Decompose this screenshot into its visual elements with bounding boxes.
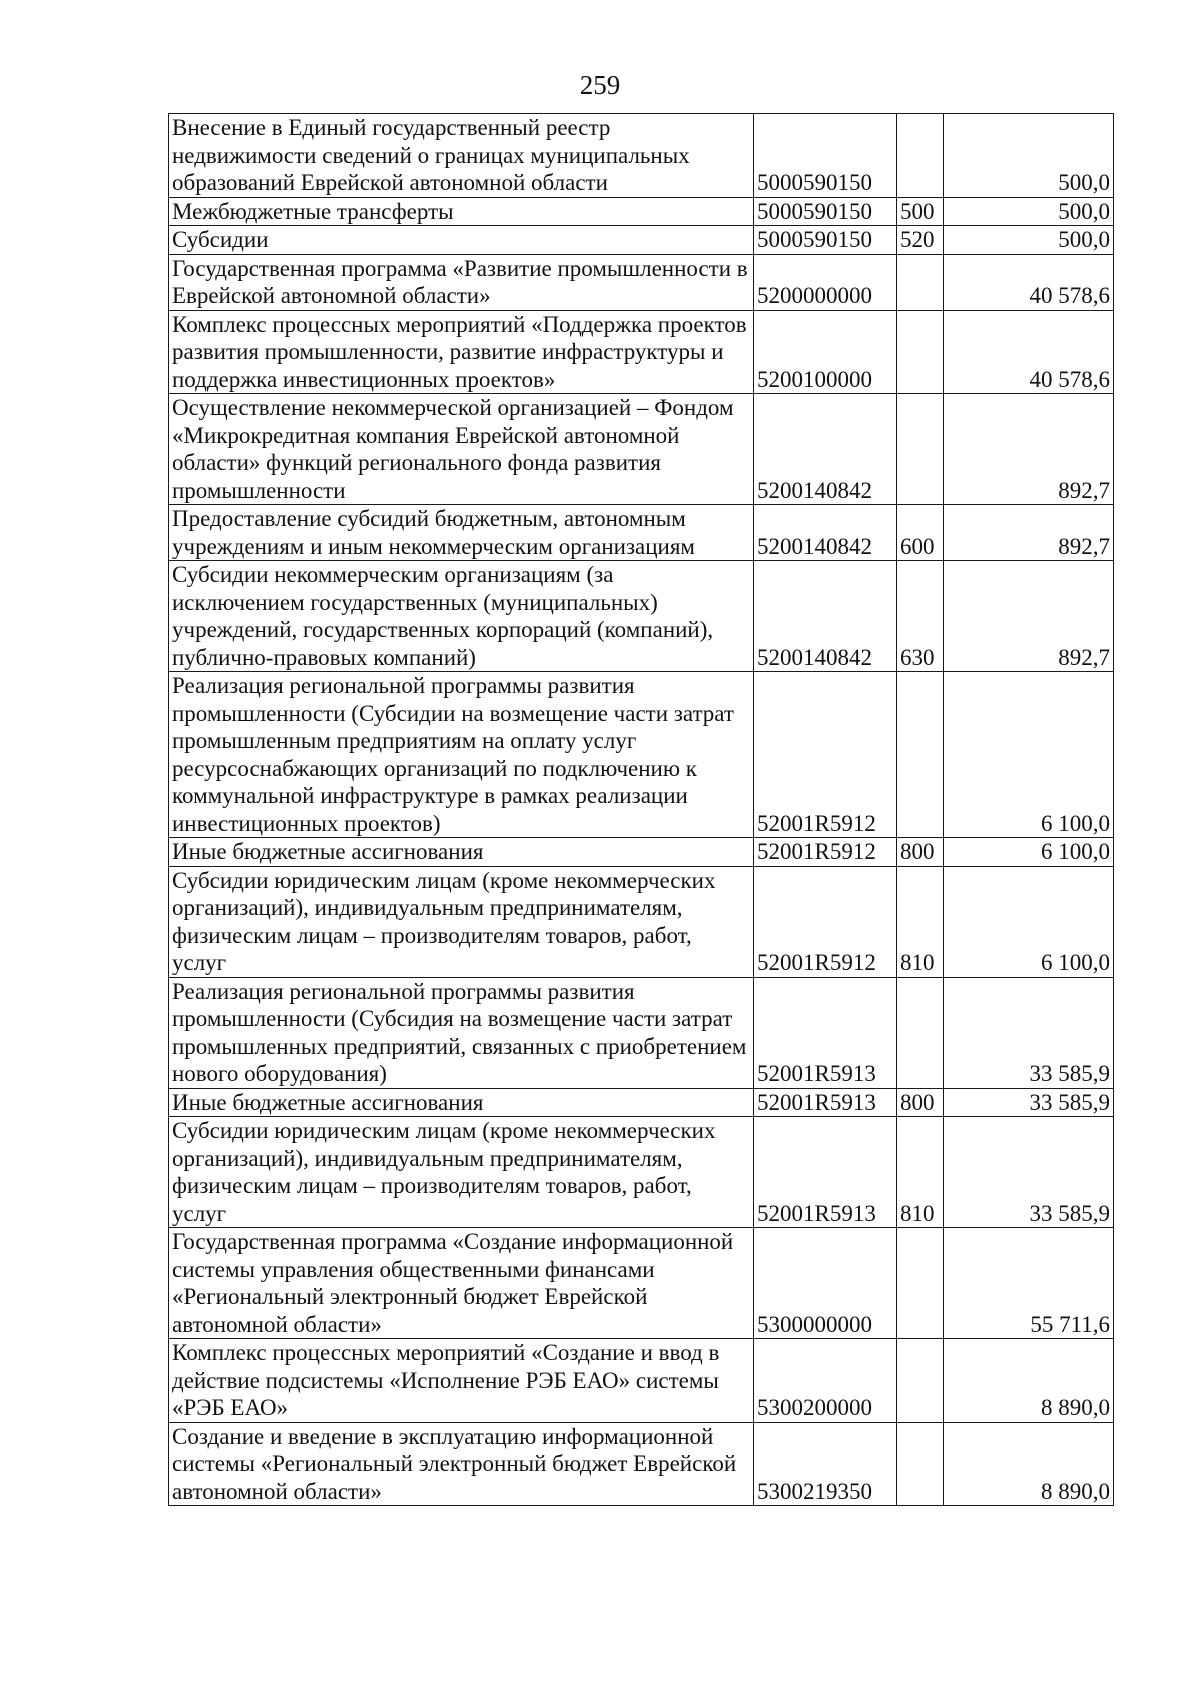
amount-cell: 892,7 [944, 561, 1114, 672]
row-name-cell: Внесение в Единый государственный реестр недвижимости сведений о границах муниципальных образований Еврейской автономной области [169, 114, 754, 198]
target-article-code-cell: 5300219350 [754, 1422, 897, 1506]
expense-type-code-cell: 810 [897, 1117, 944, 1228]
table-row [169, 394, 1114, 505]
expense-type-code-cell [897, 310, 944, 394]
expense-type-code-cell [897, 254, 944, 310]
target-article-code-cell: 5300200000 [754, 1339, 897, 1423]
row-name-cell: Субсидии юридическим лицам (кроме некоммерческих организаций), индивидуальным предпринимателям, физическим лицам – производителям товаров, работ, услуг [169, 1117, 754, 1228]
table-row [169, 197, 1114, 226]
amount-cell: 33 585,9 [944, 977, 1114, 1088]
row-name-cell: Комплекс процессных мероприятий «Поддержка проектов развития промышленности, развитие инфраструктуры и поддержка инвестиционных проектов» [169, 310, 754, 394]
target-article-code-cell: 5200140842 [754, 394, 897, 505]
amount-cell: 6 100,0 [944, 672, 1114, 838]
expense-type-code-cell [897, 1228, 944, 1339]
target-article-code-cell: 52001R5912 [754, 866, 897, 977]
table-row [169, 1117, 1114, 1228]
budget-table [168, 113, 1114, 1506]
amount-cell: 892,7 [944, 505, 1114, 561]
table-row [169, 1422, 1114, 1506]
expense-type-code-cell [897, 1422, 944, 1506]
row-name-cell: Межбюджетные трансферты [169, 197, 754, 226]
table-row [169, 838, 1114, 867]
row-name-cell: Иные бюджетные ассигнования [169, 838, 754, 867]
page-number: 259 [579, 70, 621, 100]
target-article-code-cell: 5300000000 [754, 1228, 897, 1339]
row-name-cell: Государственная программа «Создание информационной системы управления общественными финансами «Региональный электронный бюджет Еврейской автономной области» [169, 1228, 754, 1339]
expense-type-code-cell: 630 [897, 561, 944, 672]
expense-type-code-cell: 800 [897, 1088, 944, 1117]
target-article-code-cell: 5000590150 [754, 226, 897, 255]
target-article-code-cell: 5200140842 [754, 505, 897, 561]
amount-cell: 40 578,6 [944, 254, 1114, 310]
amount-cell: 8 890,0 [944, 1339, 1114, 1423]
table-row [169, 505, 1114, 561]
row-name-cell: Осуществление некоммерческой организацией – Фондом «Микрокредитная компания Еврейской автономной области» функций регионального фонда развития промышленности [169, 394, 754, 505]
row-name-cell: Реализация региональной программы развития промышленности (Субсидия на возмещение части затрат промышленных предприятий, связанных с приобретением нового оборудования) [169, 977, 754, 1088]
row-name-cell: Субсидии некоммерческим организациям (за исключением государственных (муниципальных) учреждений, государственных корпораций (компаний), публично-правовых компаний) [169, 561, 754, 672]
table-row [169, 866, 1114, 977]
expense-type-code-cell [897, 672, 944, 838]
amount-cell: 33 585,9 [944, 1088, 1114, 1117]
row-name-cell: Государственная программа «Развитие промышленности в Еврейской автономной области» [169, 254, 754, 310]
table-row [169, 226, 1114, 255]
table-row [169, 1339, 1114, 1423]
table-row [169, 672, 1114, 838]
expense-type-code-cell [897, 394, 944, 505]
amount-cell: 892,7 [944, 394, 1114, 505]
amount-cell: 500,0 [944, 226, 1114, 255]
target-article-code-cell: 52001R5913 [754, 1117, 897, 1228]
target-article-code-cell: 52001R5913 [754, 1088, 897, 1117]
table-row [169, 254, 1114, 310]
expense-type-code-cell: 600 [897, 505, 944, 561]
table-row [169, 310, 1114, 394]
expense-type-code-cell: 810 [897, 866, 944, 977]
expense-type-code-cell: 800 [897, 838, 944, 867]
row-name-cell: Субсидии [169, 226, 754, 255]
target-article-code-cell: 52001R5913 [754, 977, 897, 1088]
expense-type-code-cell: 520 [897, 226, 944, 255]
expense-type-code-cell [897, 114, 944, 198]
row-name-cell: Комплекс процессных мероприятий «Создание и ввод в действие подсистемы «Исполнение РЭБ ЕАО» системы «РЭБ ЕАО» [169, 1339, 754, 1423]
amount-cell: 33 585,9 [944, 1117, 1114, 1228]
expense-type-code-cell: 500 [897, 197, 944, 226]
amount-cell: 8 890,0 [944, 1422, 1114, 1506]
target-article-code-cell: 5200100000 [754, 310, 897, 394]
target-article-code-cell: 5000590150 [754, 114, 897, 198]
table-row [169, 1228, 1114, 1339]
expense-type-code-cell [897, 1339, 944, 1423]
expense-type-code-cell [897, 977, 944, 1088]
table-row [169, 114, 1114, 198]
amount-cell: 500,0 [944, 114, 1114, 198]
amount-cell: 500,0 [944, 197, 1114, 226]
row-name-cell: Иные бюджетные ассигнования [169, 1088, 754, 1117]
budget-table-body [169, 114, 1114, 1506]
row-name-cell: Субсидии юридическим лицам (кроме некоммерческих организаций), индивидуальным предпринимателям, физическим лицам – производителям товаров, работ, услуг [169, 866, 754, 977]
row-name-cell: Предоставление субсидий бюджетным, автономным учреждениям и иным некоммерческим организациям [169, 505, 754, 561]
row-name-cell: Реализация региональной программы развития промышленности (Субсидии на возмещение части затрат промышленным предприятиям на оплату услуг ресурсоснабжающих организаций по подключению к коммунальной инфраструктуре в рамках реализации инвестиционных проектов) [169, 672, 754, 838]
target-article-code-cell: 5200140842 [754, 561, 897, 672]
table-row [169, 1088, 1114, 1117]
amount-cell: 6 100,0 [944, 866, 1114, 977]
amount-cell: 55 711,6 [944, 1228, 1114, 1339]
table-row [169, 561, 1114, 672]
table-row [169, 977, 1114, 1088]
amount-cell: 6 100,0 [944, 838, 1114, 867]
target-article-code-cell: 52001R5912 [754, 672, 897, 838]
row-name-cell: Создание и введение в эксплуатацию информационной системы «Региональный электронный бюджет Еврейской автономной области» [169, 1422, 754, 1506]
amount-cell: 40 578,6 [944, 310, 1114, 394]
target-article-code-cell: 52001R5912 [754, 838, 897, 867]
target-article-code-cell: 5000590150 [754, 197, 897, 226]
target-article-code-cell: 5200000000 [754, 254, 897, 310]
